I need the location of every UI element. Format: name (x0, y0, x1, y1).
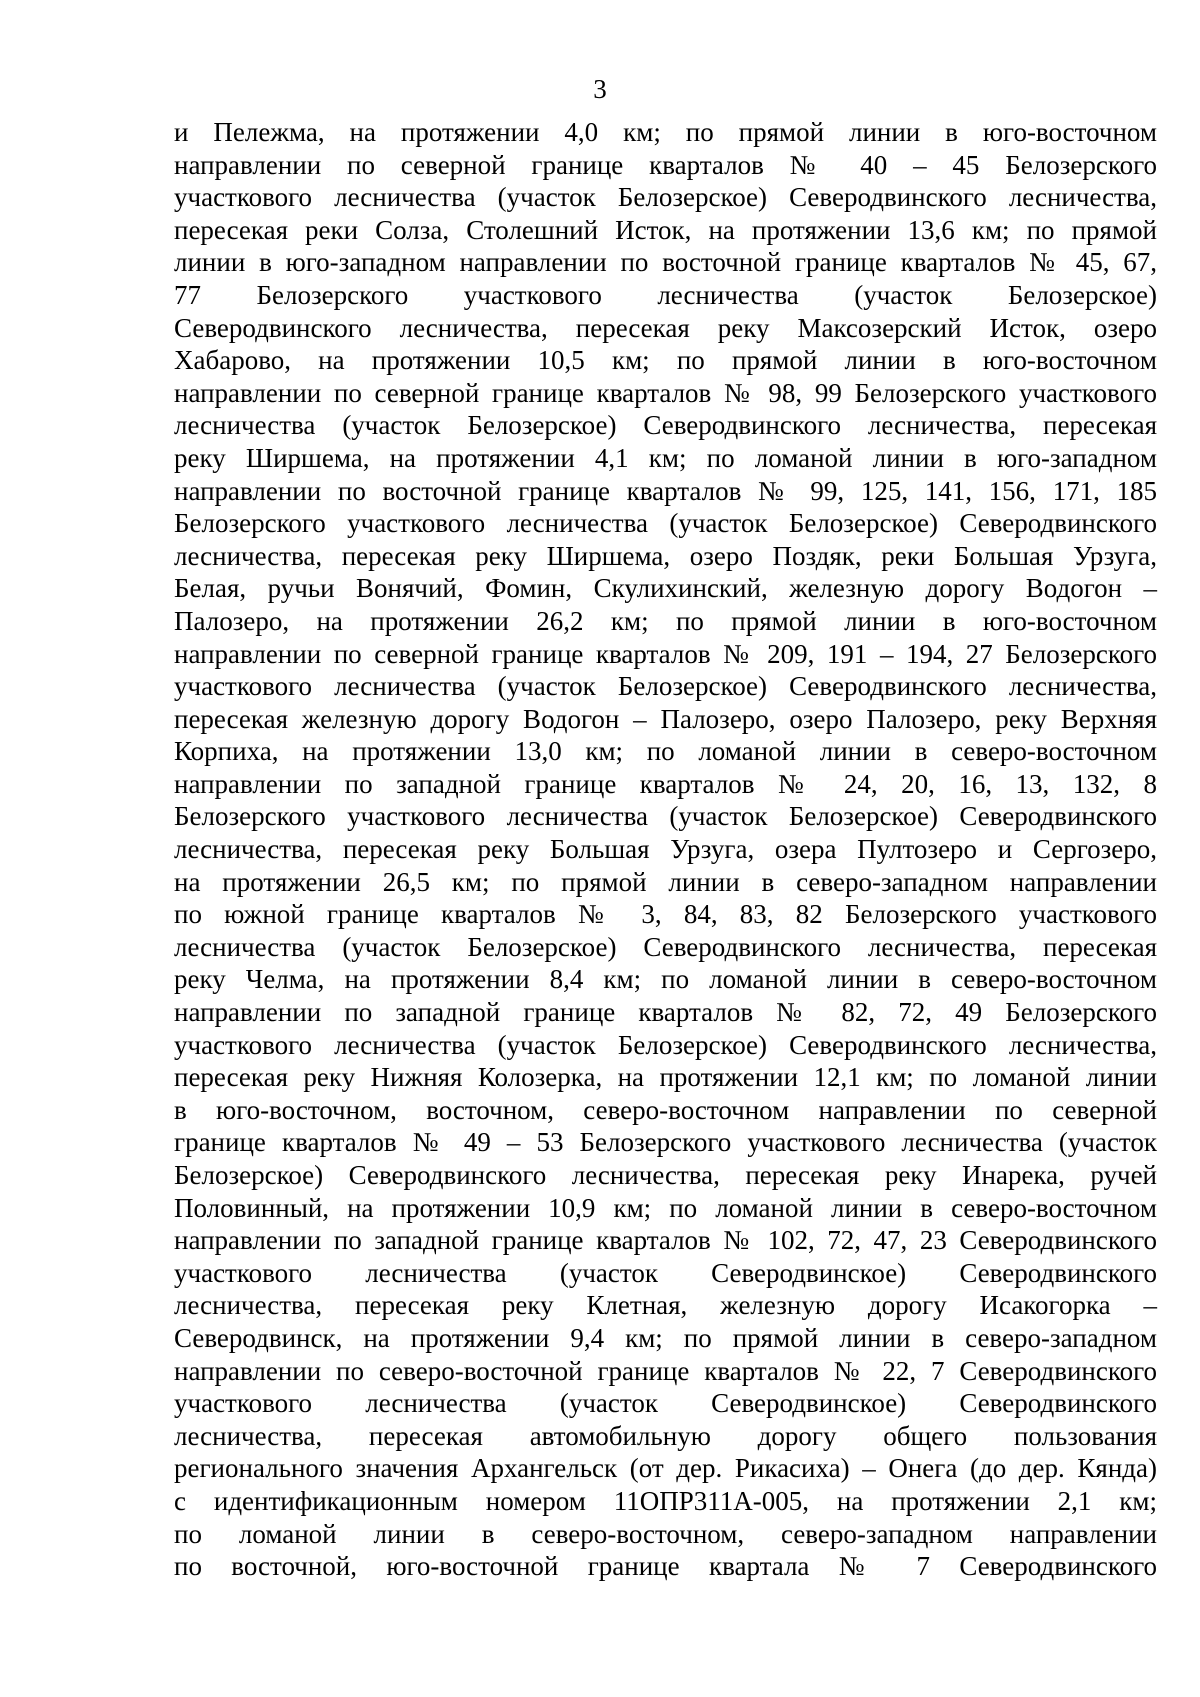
text-line: пересекая реку Нижняя Колозерка, на протяжении 12,1 км; по ломаной линии (174, 1062, 1157, 1093)
text-line: Корпиха, на протяжении 13,0 км; по ломаной линии в северо-восточном (174, 736, 1157, 767)
text-line: участкового лесничества (участок Северодвинское) Северодвинского (174, 1257, 1157, 1288)
text-line: участкового лесничества (участок Белозерское) Северодвинского лесничества, (174, 671, 1157, 702)
text-line: направлении по северной границе кварталов № 40 – 45 Белозерского (174, 149, 1157, 180)
text-line: направлении по западной границе кварталов № 24, 20, 16, 13, 132, 8 (174, 768, 1157, 799)
text-line: линии в юго-западном направлении по восточной границе кварталов № 45, 67, (174, 247, 1157, 278)
text-line: пересекая реки Солза, Столешний Исток, на протяжении 13,6 км; по прямой (174, 214, 1157, 245)
text-line: Хабарово, на протяжении 10,5 км; по прямой линии в юго-восточном (174, 345, 1157, 376)
text-line: пересекая железную дорогу Водогон – Палозеро, озеро Палозеро, реку Верхняя (174, 703, 1157, 734)
text-line: лесничества (участок Белозерское) Северодвинского лесничества, пересекая (174, 410, 1157, 441)
document-body (174, 116, 1157, 1583)
text-line: Белозерского участкового лесничества (участок Белозерское) Северодвинского (174, 801, 1157, 832)
text-line: лесничества, пересекая автомобильную дорогу общего пользования (174, 1420, 1157, 1451)
text-line: с идентификационным номером 11ОПР311А-005, на протяжении 2,1 км; (174, 1485, 1157, 1516)
text-line: участкового лесничества (участок Северодвинское) Северодвинского (174, 1388, 1157, 1419)
text-line: Северодвинского лесничества, пересекая реку Максозерский Исток, озеро (174, 312, 1157, 343)
text-line: направлении по западной границе кварталов № 82, 72, 49 Белозерского (174, 997, 1157, 1028)
text-line: Белая, ручьи Вонячий, Фомин, Скулихинский, железную дорогу Водогон – (174, 573, 1157, 604)
text-line: и Пележма, на протяжении 4,0 км; по прямой линии в юго-восточном (174, 117, 1157, 147)
text-line: реку Челма, на протяжении 8,4 км; по ломаной линии в северо-восточном (174, 964, 1157, 995)
text-line: по восточной, юго-восточной границе квартала № 7 Северодвинского (174, 1551, 1157, 1582)
text-line: Северодвинск, на протяжении 9,4 км; по прямой линии в северо-западном (174, 1322, 1157, 1353)
text-line: Белозерского участкового лесничества (участок Белозерское) Северодвинского (174, 508, 1157, 539)
text-line: направлении по восточной границе кварталов № 99, 125, 141, 156, 171, 185 (174, 475, 1157, 506)
text-line: по ломаной линии в северо-восточном, северо-западном направлении (174, 1518, 1157, 1549)
text-line: Половинный, на протяжении 10,9 км; по ломаной линии в северо-восточном (174, 1192, 1157, 1223)
text-line: лесничества, пересекая реку Клетная, железную дорогу Исакогорка – (174, 1290, 1157, 1321)
text-line: лесничества (участок Белозерское) Северодвинского лесничества, пересекая (174, 931, 1157, 962)
text-line: участкового лесничества (участок Белозерское) Северодвинского лесничества, (174, 1029, 1157, 1060)
text-line: по южной границе кварталов № 3, 84, 83, 82 Белозерского участкового (174, 899, 1157, 930)
text-line: в юго-восточном, восточном, северо-восточном направлении по северной (174, 1094, 1157, 1125)
text-line: 77 Белозерского участкового лесничества (участок Белозерское) (174, 279, 1157, 310)
text-line: на протяжении 26,5 км; по прямой линии в северо-западном направлении (174, 866, 1157, 897)
text-line: лесничества, пересекая реку Большая Урзуга, озера Пултозеро и Сергозеро, (174, 834, 1157, 865)
text-line: лесничества, пересекая реку Ширшема, озеро Поздяк, реки Большая Урзуга, (174, 540, 1157, 571)
page-number: 3 (593, 74, 607, 104)
text-line: участкового лесничества (участок Белозерское) Северодвинского лесничества, (174, 182, 1157, 213)
text-line: направлении по северной границе кварталов № 98, 99 Белозерского участкового (174, 377, 1157, 408)
text-line: реку Ширшема, на протяжении 4,1 км; по ломаной линии в юго-западном (174, 442, 1157, 473)
text-line: Белозерское) Северодвинского лесничества, пересекая реку Инарека, ручей (174, 1160, 1157, 1190)
text-line: направлении по северо-восточной границе кварталов № 22, 7 Северодвинского (174, 1355, 1157, 1386)
text-line: Палозеро, на протяжении 26,2 км; по прямой линии в юго-восточном (174, 605, 1157, 636)
text-line: направлении по западной границе кварталов № 102, 72, 47, 23 Северодвинского (174, 1225, 1157, 1256)
text-line: границе кварталов № 49 – 53 Белозерского участкового лесничества (участок (174, 1127, 1157, 1158)
text-line: регионального значения Архангельск (от дер. Рикасиха) – Онега (до дер. Кянда) (174, 1453, 1157, 1484)
text-line: направлении по северной границе кварталов № 209, 191 – 194, 27 Белозерского (174, 638, 1157, 669)
